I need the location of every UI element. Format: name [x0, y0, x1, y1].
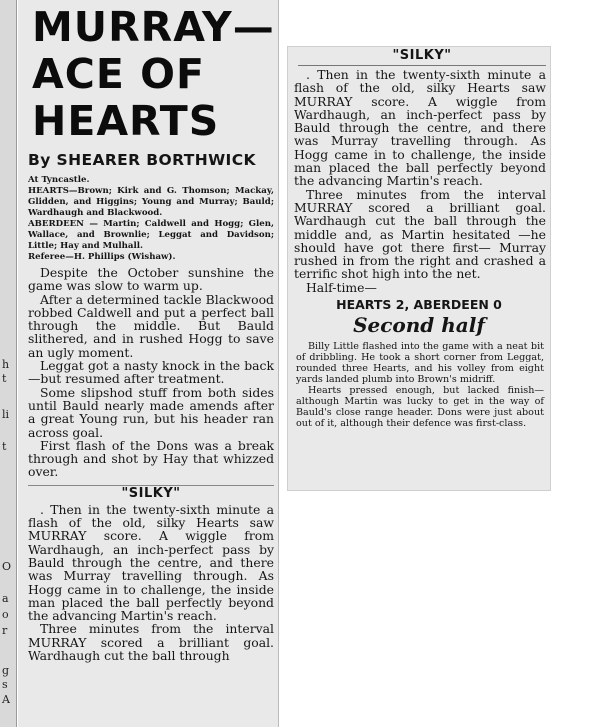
team-lineup-hearts: HEARTS—Brown; Kirk and G. Thomson; Mackay, Glidden, and Higgins; Young and Murray; Bauld; Wardhaugh and Blackwood. — [28, 186, 274, 218]
subhead-silky: "SILKY" — [392, 48, 452, 63]
edge-letter: g — [2, 664, 10, 677]
edge-letter: t — [2, 440, 7, 453]
paragraph: Some slipshod stuff from both sides until Bauld nearly made amends after a great Young run, but his header ran across goal. — [28, 384, 274, 440]
half-time-label: Half-time— — [306, 279, 377, 295]
paragraph: Leggat got a nasty knock in the back—but resumed after treatment. — [28, 358, 274, 387]
paragraph: First flash of the Dons was a break through and shot by Hay that whizzed over. — [28, 437, 274, 480]
edge-letter: a — [2, 592, 9, 605]
article-clipping-left — [18, 0, 279, 727]
second-half-heading: Second half — [353, 313, 485, 338]
paragraph: Three minutes from the interval MURRAY scored a brilliant goal. Wardhaugh cut the ball through — [28, 621, 274, 664]
edge-letter: o — [2, 608, 9, 621]
edge-letter: A — [2, 693, 10, 706]
paragraph: Hearts pressed enough, but lacked finish—although Martin was lucky to get in the way of Bauld's close range header. Dons were just about out of it, although their defence was first-class. — [296, 385, 544, 430]
paragraph: Despite the October sunshine the game was slow to warm up. — [28, 265, 274, 294]
paragraph: . Then in the twenty-sixth minute a flash of the old, silky Hearts saw MURRAY score. A wiggle from Wardhaugh, an inch-perfect pass by Bauld through the centre, and there was Murray travelling through. As Hogg came in to challenge, the inside man placed the ball perfectly beyond the advancing Martin's reach. — [28, 501, 274, 624]
edge-letter: t — [2, 372, 7, 385]
edge-letter: s — [2, 678, 8, 691]
referee: Referee—H. Phillips (Wishaw). — [28, 252, 176, 262]
edge-letter: r — [2, 624, 8, 637]
byline: By SHEARER BORTHWICK — [28, 151, 256, 169]
headline-line: MURRAY— — [32, 3, 275, 51]
headline-line: ACE OF — [32, 50, 205, 98]
paragraph: Three minutes from the interval MURRAY scored a brilliant goal. Wardhaugh cut the ball through the middle and, as Martin hesitated —he should have got there first— Murray rushed in from the right and crashed a terrific shot high into the net. — [294, 186, 546, 282]
adjacent-column-fragment — [0, 0, 17, 727]
venue: At Tyncastle. — [28, 175, 90, 185]
subhead-silky: "SILKY" — [121, 485, 181, 501]
paragraph: . Then in the twenty-sixth minute a flash of the old, silky Hearts saw MURRAY score. A wiggle from Wardhaugh, an inch-perfect pass by Bauld through the centre, and there was Murray travelling through. As Hogg came in to challenge, the inside man placed the ball perfectly beyond the advancing Martin's reach. — [294, 67, 546, 189]
headline — [32, 4, 278, 145]
team-lineup-aberdeen: ABERDEEN — Martin; Caldwell and Hogg; Glen, Wallace, and Brownlie; Leggat and Davidson; Little; Hay and Mulhall. — [28, 219, 274, 251]
article-clipping-right — [287, 46, 551, 491]
edge-letter: O — [2, 560, 12, 573]
section-divider — [298, 65, 546, 66]
paragraph: After a determined tackle Blackwood robbed Caldwell and put a perfect ball through the middle. But Bauld slithered, and in rushed Hogg to save an ugly moment. — [28, 291, 274, 360]
paragraph: Billy Little flashed into the game with a neat bit of dribbling. He took a short corner from Leggat, rounded three Hearts, and his volley from eight yards landed plumb into Brown's midriff. — [296, 341, 544, 386]
edge-letter: li — [2, 408, 10, 421]
edge-letter: h — [2, 358, 10, 371]
headline-line: HEARTS — [32, 97, 220, 145]
half-time-score: HEARTS 2, ABERDEEN 0 — [336, 297, 502, 313]
